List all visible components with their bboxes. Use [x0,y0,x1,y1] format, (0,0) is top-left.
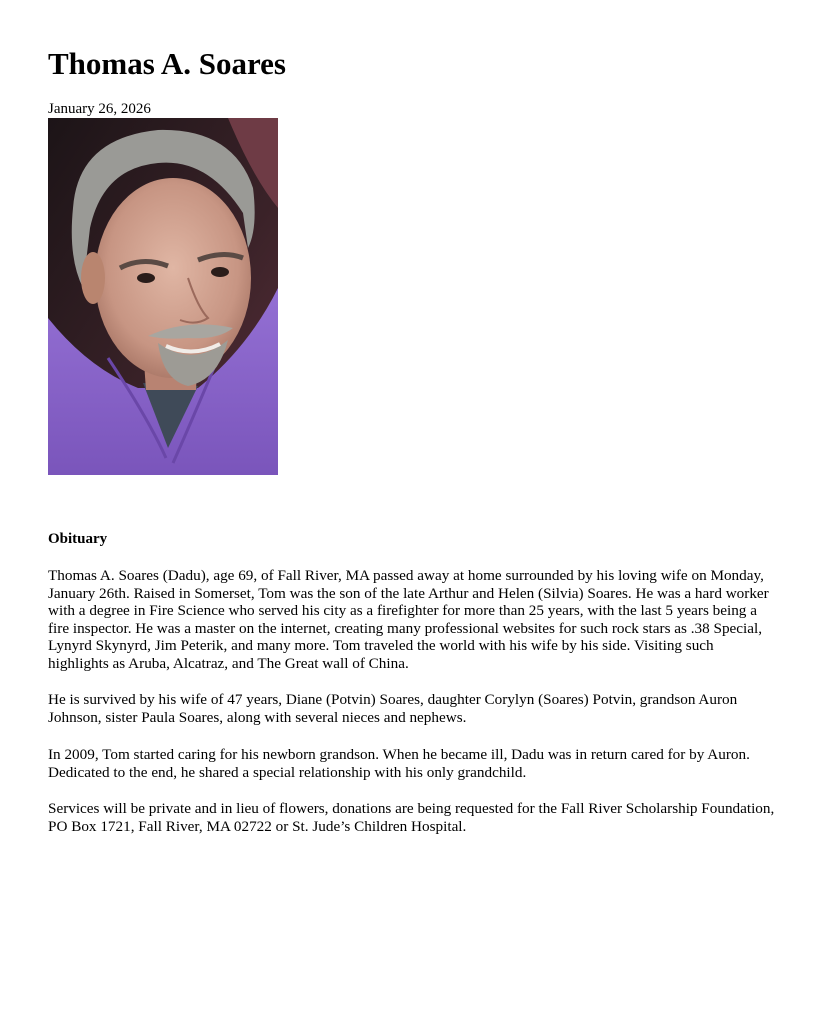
publish-date: January 26, 2026 [48,101,151,117]
obituary-paragraph: In 2009, Tom started caring for his newborn grandson. When he became ill, Dadu was in return cared for by Auron. Dedicated to the end, he shared a special relationship with his only grandchild. [48,746,750,781]
obituary-paragraph: Thomas A. Soares (Dadu), age 69, of Fall River, MA passed away at home surrounded by his loving wife on Monday, January 26th. Raised in Somerset, Tom was the son of the late Arthur and Helen (Silvia) Soares. He was a hard worker with a degree in Fire Science who served his city as a firefighter for more than 25 years, with the last 5 years being a fire inspector. He was a master on the internet, creating many professional websites for such rock stars as .38 Special, Lynyrd Skynyrd, Jim Peterik, and many more. Tom traveled the world with his wife by his side. Visiting such highlights as Aruba, Alcatraz, and The Great wall of China. [48,567,769,672]
obituary-paragraph: He is survived by his wife of 47 years, Diane (Potvin) Soares, daughter Corylyn (Soares) Potvin, grandson Auron Johnson, sister Paula Soares, along with several nieces and nephews. [48,691,738,726]
page-title: Thomas A. Soares [48,46,286,81]
portrait-photo [48,118,278,475]
section-heading: Obituary [48,531,108,547]
obituary-paragraph: Services will be private and in lieu of flowers, donations are being requested for the Fall River Scholarship Foundation, PO Box 1721, Fall River, MA 02722 or St. Jude’s Children Hospital. [48,800,775,835]
